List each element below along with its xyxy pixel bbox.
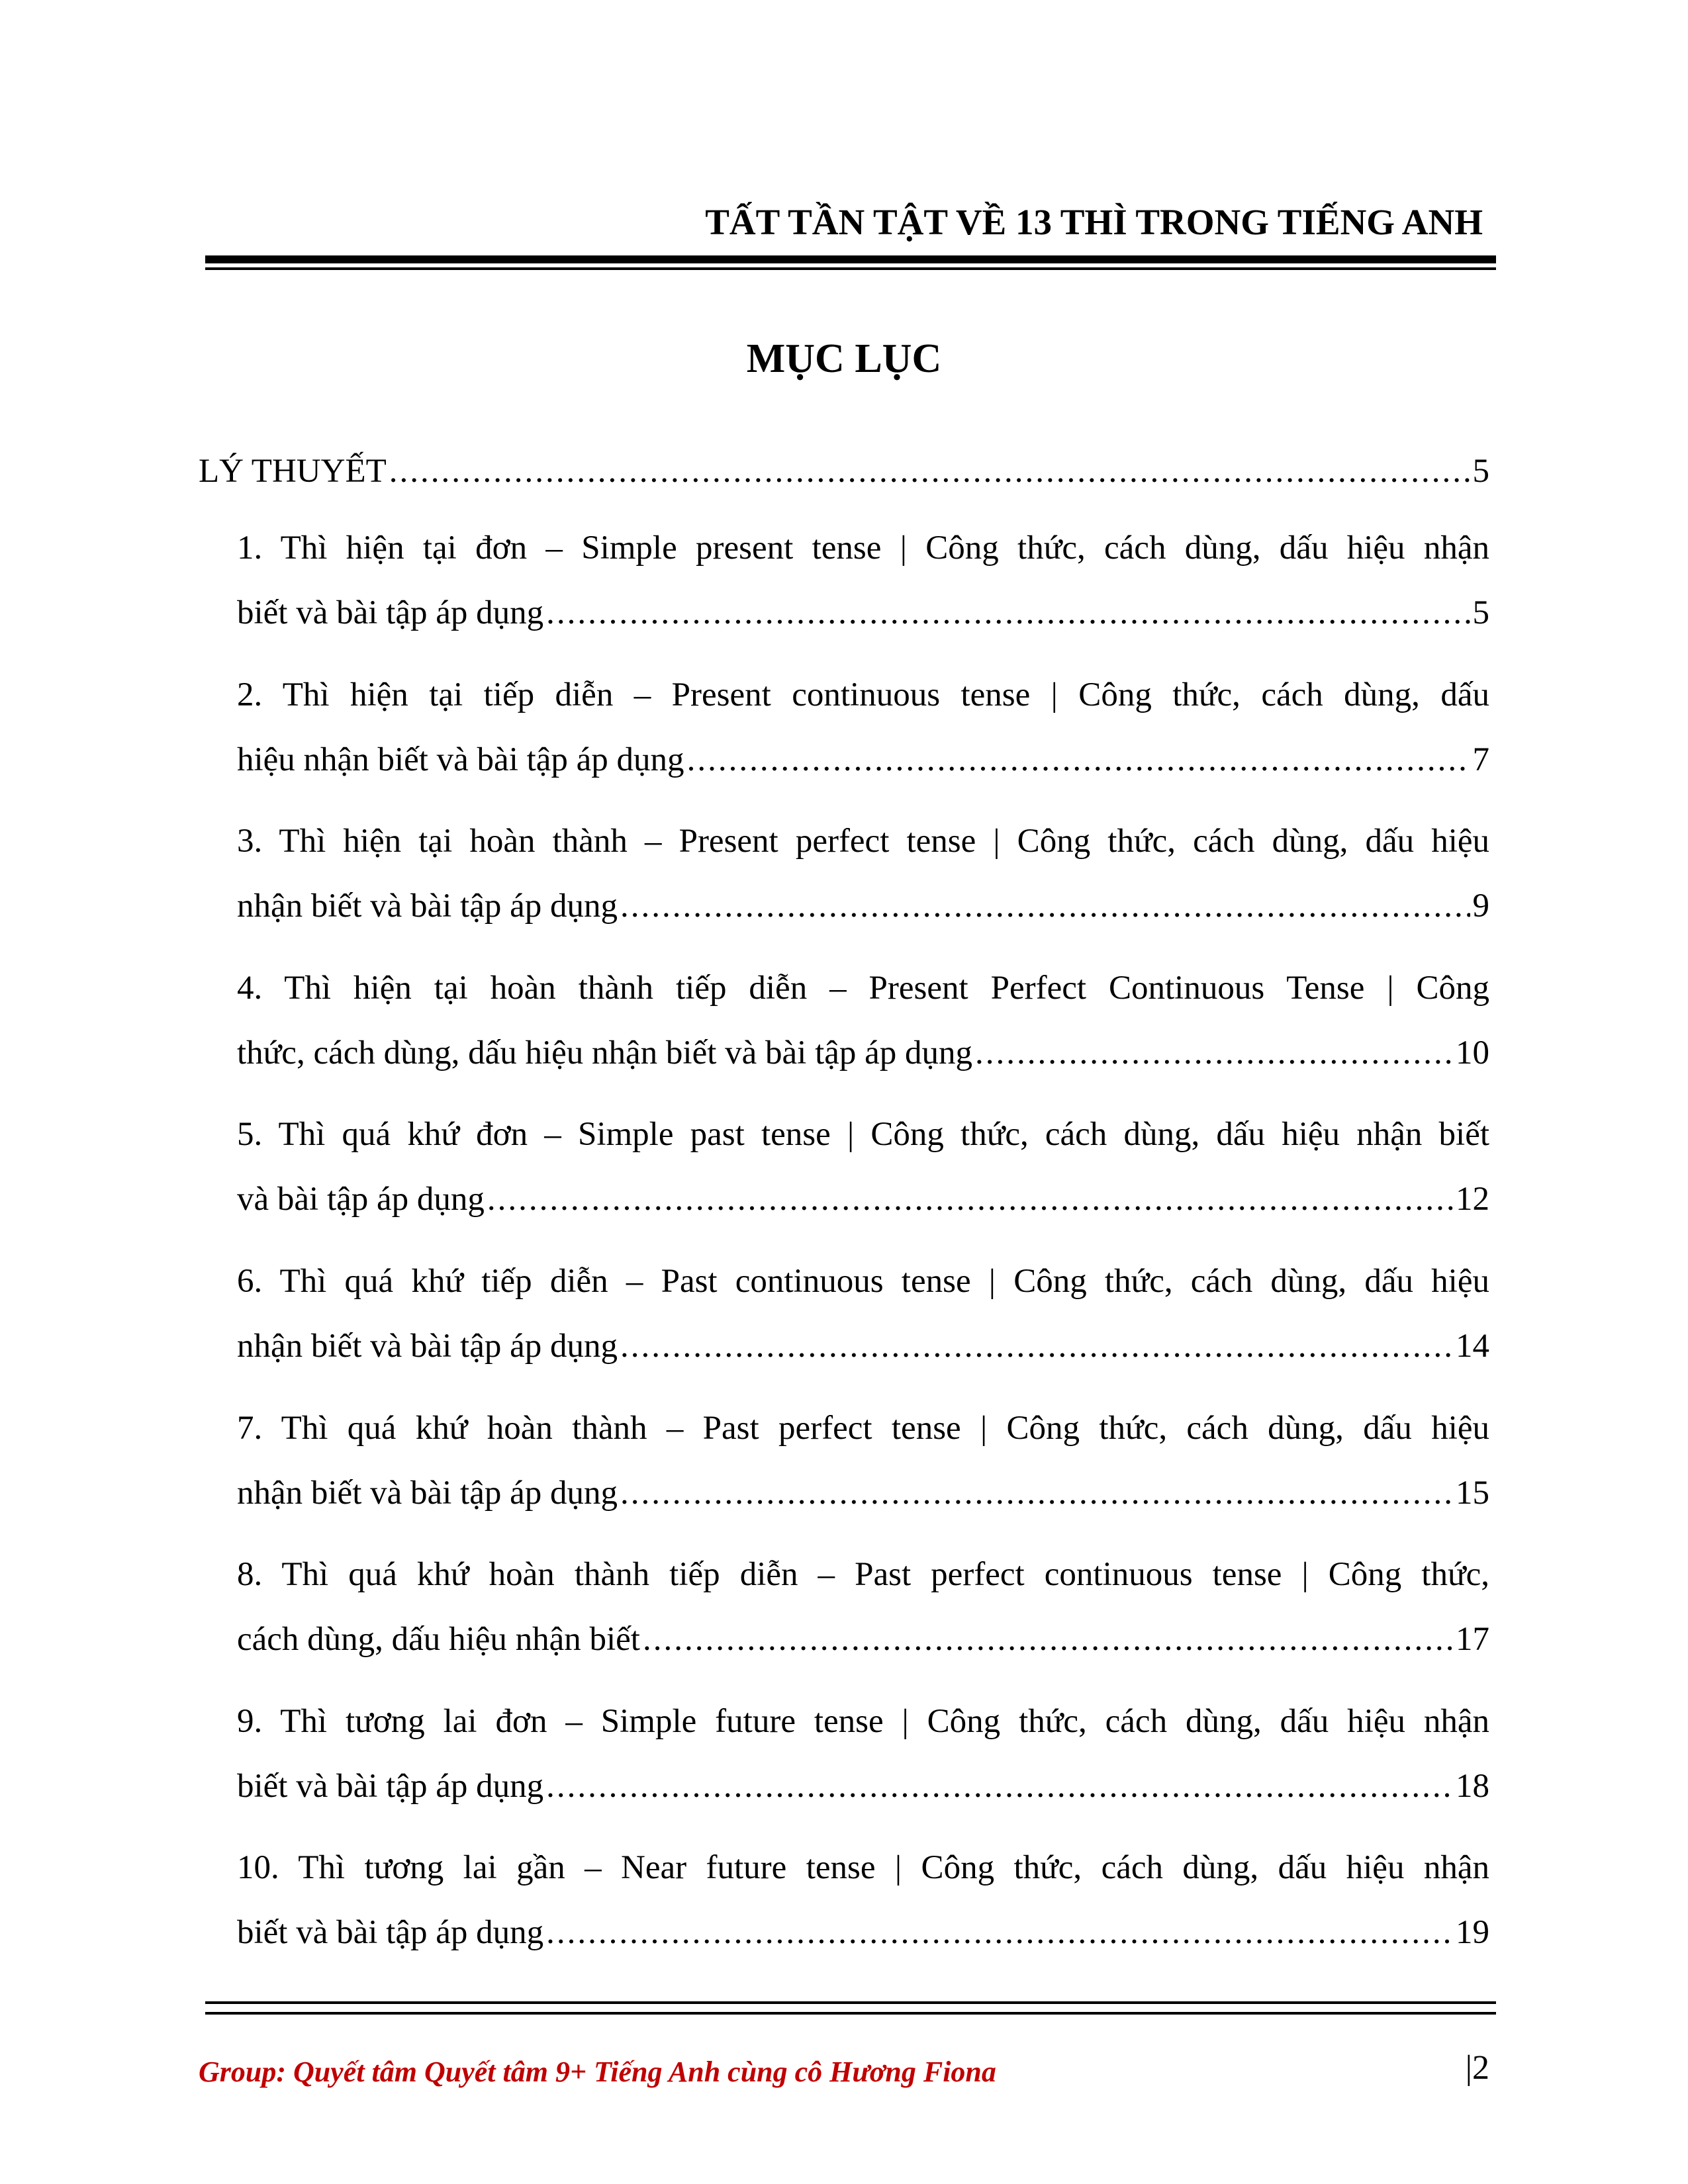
toc-entry-text: biết và bài tập áp dụng bbox=[237, 594, 544, 631]
toc-entry-10-title[interactable]: 10. Thì tương lai gần – Near future tense | Công thức, cách dùng, dấu hiệu nhận bbox=[237, 1849, 1489, 1887]
toc-entry-7-title[interactable]: 7. Thì quá khứ hoàn thành – Past perfect tense | Công thức, cách dùng, dấu hiệu bbox=[237, 1409, 1489, 1447]
toc-entry-text: hiệu nhận biết và bài tập áp dụng bbox=[237, 741, 684, 778]
footer-rule-thin bbox=[205, 2001, 1496, 2004]
toc-entry-page: 10 bbox=[1456, 1034, 1489, 1071]
toc-entry-page: 19 bbox=[1456, 1914, 1489, 1952]
toc-entry-page: 7 bbox=[1472, 741, 1489, 778]
header-rule-thick bbox=[205, 255, 1496, 263]
toc-entry-9-title[interactable]: 9. Thì tương lai đơn – Simple future tense | Công thức, cách dùng, dấu hiệu nhận bbox=[237, 1702, 1489, 1740]
toc-entry-text: và bài tập áp dụng bbox=[237, 1181, 485, 1218]
toc-entry-4-line2[interactable] bbox=[237, 1026, 1489, 1079]
toc-entry-page: 5 bbox=[1472, 453, 1489, 490]
toc-entry-10-line2[interactable] bbox=[237, 1906, 1489, 1959]
toc-entry-7-line2[interactable] bbox=[237, 1467, 1489, 1520]
toc-entry-8-title[interactable]: 8. Thì quá khứ hoàn thành tiếp diễn – Past perfect continuous tense | Công thức, bbox=[237, 1556, 1489, 1594]
toc-entry-3-title[interactable]: 3. Thì hiện tại hoàn thành – Present perfect tense | Công thức, cách dùng, dấu hiệu bbox=[237, 823, 1489, 860]
toc-entry-6-title[interactable]: 6. Thì quá khứ tiếp diễn – Past continuous tense | Công thức, cách dùng, dấu hiệu bbox=[237, 1263, 1489, 1300]
toc-leader bbox=[389, 445, 1470, 498]
toc-leader bbox=[620, 1467, 1453, 1520]
toc-entry-8-line2[interactable] bbox=[237, 1613, 1489, 1666]
header-title: TẤT TẦN TẬT VỀ 13 THÌ TRONG TIẾNG ANH bbox=[705, 202, 1483, 242]
toc-entry-text: thức, cách dùng, dấu hiệu nhận biết và bài tập áp dụng bbox=[237, 1034, 973, 1071]
toc-entry-1-title[interactable]: 1. Thì hiện tại đơn – Simple present tense | Công thức, cách dùng, dấu hiệu nhận bbox=[237, 529, 1489, 567]
toc-entry-page: 18 bbox=[1456, 1767, 1489, 1805]
toc-entry-9-line2[interactable] bbox=[237, 1760, 1489, 1813]
toc-entry-page: 5 bbox=[1472, 594, 1489, 631]
toc-entry-page: 14 bbox=[1456, 1328, 1489, 1365]
toc-entry-3-line2[interactable] bbox=[237, 880, 1489, 933]
toc-entry-4-title[interactable]: 4. Thì hiện tại hoàn thành tiếp diễn – Present Perfect Continuous Tense | Công bbox=[237, 969, 1489, 1007]
header-rule-thin bbox=[205, 267, 1496, 270]
toc-leader bbox=[546, 1760, 1453, 1813]
toc-leader bbox=[620, 880, 1470, 933]
footer-rule-thick bbox=[205, 2012, 1496, 2015]
toc-entry-label: LÝ THUYẾT bbox=[199, 453, 387, 490]
toc-entry-text: nhận biết và bài tập áp dụng bbox=[237, 887, 618, 925]
toc-entry-2-title[interactable]: 2. Thì hiện tại tiếp diễn – Present continuous tense | Công thức, cách dùng, dấu bbox=[237, 676, 1489, 713]
toc-entry-page: 9 bbox=[1472, 887, 1489, 925]
toc-entry-6-line2[interactable] bbox=[237, 1320, 1489, 1373]
toc-entry-theory[interactable] bbox=[199, 445, 1489, 498]
toc-entry-1-line2[interactable] bbox=[237, 586, 1489, 639]
toc-entry-2-line2[interactable] bbox=[237, 733, 1489, 786]
footer-page-number: |2 bbox=[1465, 2049, 1489, 2087]
toc-entry-page: 12 bbox=[1456, 1181, 1489, 1218]
toc-entry-5-title[interactable]: 5. Thì quá khứ đơn – Simple past tense | Công thức, cách dùng, dấu hiệu nhận biết bbox=[237, 1116, 1489, 1154]
toc-leader bbox=[546, 586, 1470, 639]
toc-entry-text: nhận biết và bài tập áp dụng bbox=[237, 1328, 618, 1365]
toc-leader bbox=[620, 1320, 1453, 1373]
toc-entry-page: 15 bbox=[1456, 1474, 1489, 1512]
toc-heading: MỤC LỤC bbox=[746, 336, 942, 381]
toc-entry-text: nhận biết và bài tập áp dụng bbox=[237, 1474, 618, 1512]
toc-leader bbox=[975, 1026, 1453, 1079]
toc-entry-page: 17 bbox=[1456, 1621, 1489, 1659]
footer-group: Group: Quyết tâm Quyết tâm 9+ Tiếng Anh cùng cô Hương Fiona bbox=[199, 2056, 996, 2088]
toc-leader bbox=[546, 1906, 1453, 1959]
toc-entry-text: biết và bài tập áp dụng bbox=[237, 1767, 544, 1805]
toc-entry-text: cách dùng, dấu hiệu nhận biết bbox=[237, 1621, 640, 1659]
toc-entry-5-line2[interactable] bbox=[237, 1173, 1489, 1226]
toc-leader bbox=[687, 733, 1470, 786]
toc-leader bbox=[643, 1613, 1453, 1666]
toc-leader bbox=[487, 1173, 1453, 1226]
toc-entry-text: biết và bài tập áp dụng bbox=[237, 1914, 544, 1952]
